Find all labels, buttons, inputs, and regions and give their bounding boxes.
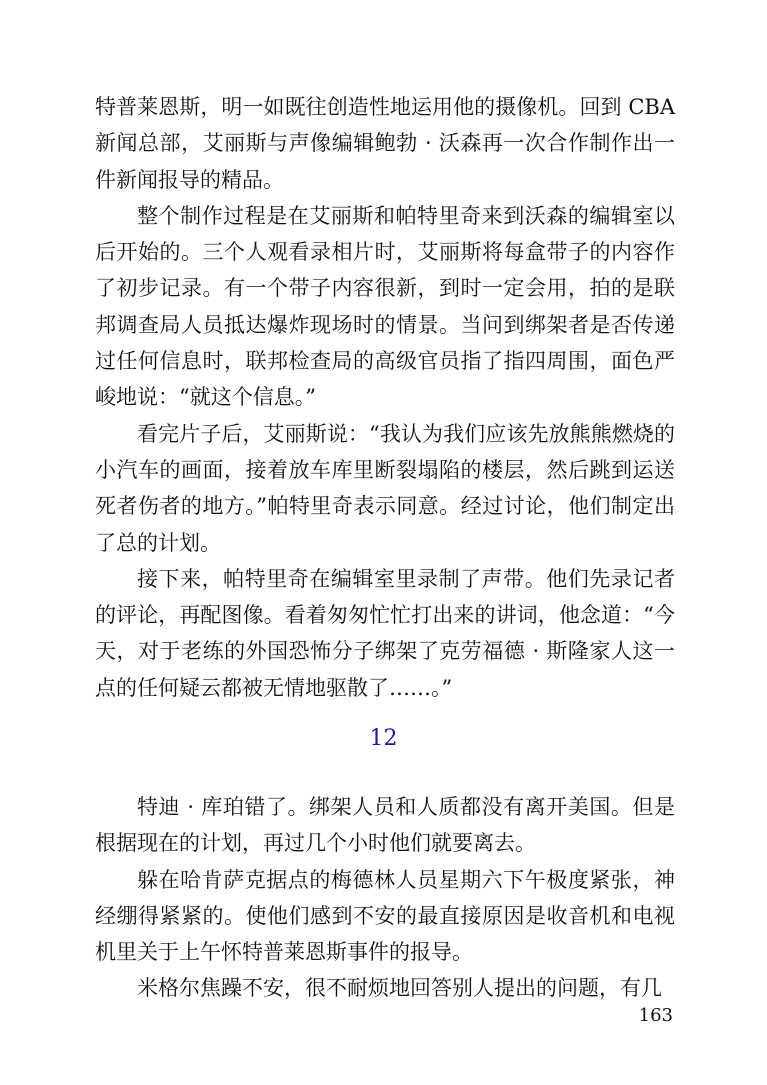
paragraph: 躲在哈肯萨克据点的梅德林人员星期六下午极度紧张，神经绷得紧紧的。使他们感到不安的最直接原因是收音机和电视机里关于上午怀特普莱恩斯事件的报导。	[95, 867, 675, 965]
text-section-before-chapter	[95, 89, 675, 706]
paragraph: 特普莱恩斯，明一如既往创造性地运用他的摄像机。回到 CBA 新闻总部，艾丽斯与声像编辑鲍勃 · 沃森再一次合作制作出一件新闻报导的精品。	[95, 95, 675, 192]
text-section-after-chapter	[95, 789, 675, 1007]
page-number: 163	[638, 1005, 673, 1026]
paragraph: 接下来，帕特里奇在编辑室里录制了声带。他们先录记者的评论，再配图像。看着匆匆忙忙打出来的讲词，他念道：“今天，对于老练的外国恐怖分子绑架了克劳福德 · 斯隆家人这一点的任何疑云都被无情地驱散了……。”	[95, 566, 675, 700]
paragraph: 整个制作过程是在艾丽斯和帕特里奇来到沃森的编辑室以后开始的。三个人观看录相片时，艾丽斯将每盒带子的内容作了初步记录。有一个带子内容很新，到时一定会用，拍的是联邦调查局人员抵达爆炸现场时的情景。当问到绑架者是否传递过任何信息时，联邦检查局的高级官员指了指四周围，面色严峻地说：“就这个信息。”	[95, 203, 675, 410]
paragraph: 看完片子后，艾丽斯说：“我认为我们应该先放熊熊燃烧的小汽车的画面，接着放车库里断裂塌陷的楼层，然后跳到运送死者伤者的地方。”帕特里奇表示同意。经过讨论，他们制定出了总的计划。	[95, 421, 675, 555]
paragraph: 米格尔焦躁不安，很不耐烦地回答别人提出的问题，有几	[137, 976, 662, 1001]
chapter-number: 12	[369, 726, 398, 751]
paragraph: 特迪 · 库珀错了。绑架人员和人质都没有离开美国。但是根据现在的计划，再过几个小时他们就要离去。	[95, 795, 675, 856]
